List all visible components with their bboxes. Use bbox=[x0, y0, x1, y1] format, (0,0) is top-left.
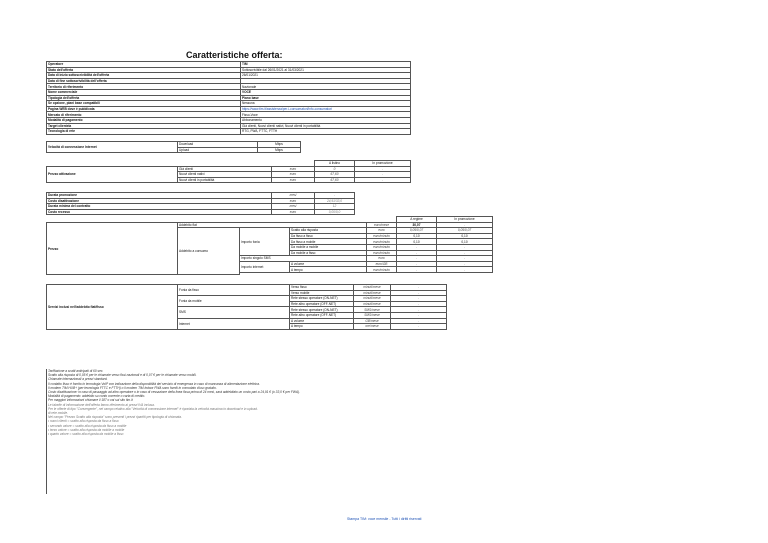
sms-price-promo: - bbox=[437, 256, 493, 262]
duration-value: 24,91/33,0 bbox=[315, 198, 355, 204]
duration-value: 0,00/0,0 bbox=[315, 209, 355, 215]
activation-row-name: Già clienti bbox=[178, 166, 272, 172]
prices-header-regime: A regime bbox=[397, 217, 437, 223]
service-row-name: Verso mobile bbox=[290, 290, 354, 296]
internet-row-name: A volume bbox=[290, 261, 367, 267]
duration-label: Costo recesso bbox=[47, 209, 272, 215]
service-row-unit: GB/mese bbox=[354, 318, 391, 324]
fonia-label: Importo fonia bbox=[240, 228, 290, 256]
duration-label: Durata promozione bbox=[47, 193, 272, 199]
activation-row-list: 67,60 bbox=[315, 172, 355, 178]
general-value: Fisso-Voce bbox=[241, 112, 411, 118]
note-line: Scatto alla risposta di 0,05 € per le chiamate verso fissi nazionali e di 0,07 € per le chiamate verso mobili. bbox=[48, 373, 197, 378]
fonia-row-regime: - bbox=[397, 244, 437, 250]
service-group-name: Fonia da fisso bbox=[178, 285, 290, 296]
general-value: Già clienti, Nuovi clienti nativi, Nuovi clienti in portabilità bbox=[241, 123, 411, 129]
fonia-row-name: Scatto alla risposta bbox=[290, 228, 367, 234]
general-label: Pagina WEB dove è pubblicata bbox=[47, 106, 241, 112]
speed-table bbox=[46, 141, 301, 153]
fonia-row-unit: euro/minuto bbox=[367, 250, 397, 256]
fonia-row-regime: 0,10 bbox=[397, 239, 437, 245]
general-value: Abbonamento bbox=[241, 117, 411, 123]
note-line: • quarto valore = scatto alla risposta da mobile a fisso bbox=[48, 432, 124, 437]
service-row-value: - bbox=[391, 301, 447, 307]
fonia-row-unit: euro/minuto bbox=[367, 233, 397, 239]
note-line: • terzo valore = scatto alla risposta da mobile a mobile bbox=[48, 427, 125, 432]
internet-row-regime: - bbox=[397, 261, 437, 267]
page-title: Caratteristiche offerta: bbox=[186, 50, 283, 60]
duration-value: 12 bbox=[315, 204, 355, 210]
general-value: VOCE bbox=[241, 89, 411, 95]
fonia-row-regime: 0,10 bbox=[397, 233, 437, 239]
note-line: Chiamate internazionali a prezzi standard. bbox=[48, 377, 108, 382]
footer-text: Stampa TIM: voce mensile - Tutti i diritti riservati bbox=[347, 517, 422, 521]
service-row-unit: minuti/mese bbox=[354, 290, 391, 296]
fonia-row-promo: - bbox=[437, 250, 493, 256]
fonia-row-promo: - bbox=[437, 244, 493, 250]
general-label: Se opzione, piani base compatibili bbox=[47, 101, 241, 107]
consumo-label: Addebito a consumo bbox=[178, 228, 240, 275]
duration-table bbox=[46, 192, 355, 215]
activation-table bbox=[46, 160, 411, 183]
sms-price-label: Importo singolo SMS bbox=[240, 256, 367, 262]
activation-row-name: Nuovi clienti in portabilità bbox=[178, 177, 272, 183]
internet-row-name: A tempo bbox=[290, 267, 367, 273]
duration-value: - bbox=[315, 193, 355, 199]
note-line: • nuovi clienti = scatto alla risposta da fisso a fisso bbox=[48, 419, 119, 424]
activation-row-promo: - bbox=[355, 172, 411, 178]
general-value: RTG, FWA, FTTC, FTTH bbox=[241, 129, 411, 135]
service-row-value: - bbox=[391, 296, 447, 302]
flat-label: Addebito flat bbox=[178, 222, 367, 228]
speed-label: Velocità di connessione Internet bbox=[47, 142, 178, 153]
sms-price-regime: - bbox=[397, 256, 437, 262]
internet-price-label: Importo internet bbox=[240, 261, 290, 272]
duration-row bbox=[47, 209, 355, 215]
service-row-value: - bbox=[391, 312, 447, 318]
speed-download-label: Download bbox=[178, 142, 258, 148]
service-row-value: - bbox=[391, 318, 447, 324]
service-row-value: - bbox=[391, 290, 447, 296]
general-value: TIM bbox=[241, 62, 411, 68]
general-label: Modalità di pagamento bbox=[47, 117, 241, 123]
fonia-row-name: Da mobile a fisso bbox=[290, 250, 367, 256]
note-line: di rete mobile. bbox=[48, 411, 69, 416]
service-row-name: Verso fisso bbox=[290, 285, 354, 291]
general-info-table bbox=[46, 61, 411, 135]
prices-header-promo: In promozione bbox=[437, 217, 493, 223]
service-row-name: Rete stesso operatore (ON-NET) bbox=[290, 296, 354, 302]
speed-upload-label: Upload bbox=[178, 147, 258, 153]
activation-row-list: 67,60 bbox=[315, 177, 355, 183]
service-row-name: A tempo bbox=[290, 324, 354, 330]
service-row-name: Rete stesso operatore (ON-NET) bbox=[290, 307, 354, 313]
activation-row-list: 0 bbox=[315, 166, 355, 172]
general-label: Territorio di riferimento bbox=[47, 84, 241, 90]
prices-label: Prezzo bbox=[47, 222, 178, 275]
general-value: 26/01/2021 bbox=[241, 73, 411, 79]
fonia-row-promo: 0,10 bbox=[437, 239, 493, 245]
internet-row-unit: euro/GB bbox=[367, 261, 397, 267]
activation-row-unit: euro bbox=[272, 177, 315, 183]
fonia-row-unit: euro/minuto bbox=[367, 244, 397, 250]
duration-unit: euro bbox=[272, 209, 315, 215]
fonia-row-regime: - bbox=[397, 250, 437, 256]
speed-download-unit: Mbps bbox=[258, 142, 301, 148]
note-line: Il modem TIM HUB+ (per tecnologia FTTC e FTTH) o il modem TIM Indoor FWA sono forniti in comodato d'uso gratuito. bbox=[48, 385, 217, 390]
service-group-name: SMS bbox=[178, 307, 290, 318]
flat-regime: 30,07 bbox=[397, 222, 437, 228]
general-label: Target clientela bbox=[47, 123, 241, 129]
internet-row-promo: - bbox=[437, 267, 493, 273]
activation-row-promo: - bbox=[355, 166, 411, 172]
general-label: Nome commerciale bbox=[47, 89, 241, 95]
fonia-row-name: Da fisso a mobile bbox=[290, 239, 367, 245]
activation-header-promo: In promozione bbox=[355, 161, 411, 167]
fonia-row-regime: 0,05/0,07 bbox=[397, 228, 437, 234]
service-row-unit: SMS/mese bbox=[354, 307, 391, 313]
activation-row-unit: euro bbox=[272, 166, 315, 172]
service-row-unit: minuti/mese bbox=[354, 285, 391, 291]
general-label: Mercato di riferimento bbox=[47, 112, 241, 118]
fonia-row-name: Da mobile a mobile bbox=[290, 244, 367, 250]
notes-section bbox=[46, 369, 448, 494]
internet-row-promo: - bbox=[437, 261, 493, 267]
flat-unit: euro/mese bbox=[367, 222, 397, 228]
note-line: Tariffazione a scatti anticipati di 60 sec. bbox=[48, 369, 104, 373]
fonia-row-name: Da fisso a fisso bbox=[290, 233, 367, 239]
note-line: Il contatto fisso è fornito in tecnologia VoIP con indicazione della disponibilità del servizio di emergenza in caso di mancanza di alimentazione elettrica. bbox=[48, 381, 260, 386]
offer-web-link[interactable]: https://www.tim.it/assistenza/per-i-consumatori/info-consumatori bbox=[241, 106, 411, 112]
general-label: Operatore bbox=[47, 62, 241, 68]
fonia-row-promo: 0,10 bbox=[437, 233, 493, 239]
service-row-value: - bbox=[391, 285, 447, 291]
fonia-row-unit: euro/minuto bbox=[367, 239, 397, 245]
general-label: Data di fine sottoscrivibilità dell'offerta bbox=[47, 78, 241, 84]
general-value: Sottoscrivibile dal 26/01/2021 al 31/03/2021 bbox=[241, 67, 411, 73]
duration-label: Costo disattivazione bbox=[47, 198, 272, 204]
service-group-name: Internet bbox=[178, 318, 290, 329]
fonia-row-promo: 0,05/0,07 bbox=[437, 228, 493, 234]
fonia-row-unit: euro bbox=[367, 228, 397, 234]
note-line: Modalità di pagamento: addebito su conto corrente o carta di credito. bbox=[48, 394, 146, 399]
duration-label: Durata minima del contratto bbox=[47, 204, 272, 210]
general-label: Tecnologia di rete bbox=[47, 129, 241, 135]
internet-row-unit: euro/minuto bbox=[367, 267, 397, 273]
activation-header-list: A listino bbox=[315, 161, 355, 167]
service-row-unit: minuti/mese bbox=[354, 296, 391, 302]
service-row-value: - bbox=[391, 324, 447, 330]
note-line: • secondo valore = scatto alla risposta da fisso a mobile bbox=[48, 423, 127, 428]
service-row-unit: SMS/mese bbox=[354, 312, 391, 318]
general-label: Data di inizio sottoscrivibilità dell'offerta bbox=[47, 73, 241, 79]
activation-row-name: Nuovi clienti nativi bbox=[178, 172, 272, 178]
general-value: Nazionale bbox=[241, 84, 411, 90]
speed-upload-unit: Mbps bbox=[258, 147, 301, 153]
duration-unit: mesi bbox=[272, 204, 315, 210]
service-row-value: - bbox=[391, 307, 447, 313]
general-label: Tipologia dell'offerta bbox=[47, 95, 241, 101]
note-line: Per maggiori informazioni chiamare il 187 o vai sul sito tim.it bbox=[48, 398, 133, 403]
note-line: Le tabelle di informazione dell'offerta fanno riferimento ai prezzi IVA inclusa. bbox=[48, 402, 155, 407]
activation-row-unit: euro bbox=[272, 172, 315, 178]
general-label: Stato dell'offerta bbox=[47, 67, 241, 73]
general-value: Piano base bbox=[241, 95, 411, 101]
service-row-name: Rete altro operatore (OFF-NET) bbox=[290, 312, 354, 318]
sms-price-unit: euro bbox=[367, 256, 397, 262]
general-row bbox=[47, 129, 411, 135]
internet-row-regime: - bbox=[397, 267, 437, 273]
note-line: Per le offerte di tipo "Convergente", nel campo relativo alla "Velocità di connessione internet" è riportata la velocità massima in download e in upload. bbox=[48, 406, 258, 411]
prices-table bbox=[46, 216, 493, 275]
flat-promo: - bbox=[437, 222, 493, 228]
general-value: Nessuna bbox=[241, 101, 411, 107]
service-row-unit: minuti/mese bbox=[354, 301, 391, 307]
duration-unit: mesi bbox=[272, 193, 315, 199]
activation-row-promo: - bbox=[355, 177, 411, 183]
service-group-name: Fonia da mobile bbox=[178, 296, 290, 307]
duration-unit: euro bbox=[272, 198, 315, 204]
service-row-name: A volume bbox=[290, 318, 354, 324]
services-table bbox=[46, 284, 447, 330]
note-line: Nel campo "Prezzo Scatto alla risposta" sono presenti i prezzi ripartiti per tipologia di chiamata. bbox=[48, 415, 182, 420]
note-line: Costo disattivazione: in caso di passaggio ad altro operatore o in caso di cessazione della linea fissa prima di 24 mesi, sarà addebitato un costo pari a 24,91 € (o 33,0 € per FWA). bbox=[48, 390, 300, 395]
services-label: Servizi inclusi nell'addebito flat/fisso bbox=[47, 285, 178, 330]
service-row-unit: ore/mese bbox=[354, 324, 391, 330]
activation-label: Prezzo attivazione bbox=[47, 166, 178, 183]
service-row-name: Rete altro operatore (OFF-NET) bbox=[290, 301, 354, 307]
